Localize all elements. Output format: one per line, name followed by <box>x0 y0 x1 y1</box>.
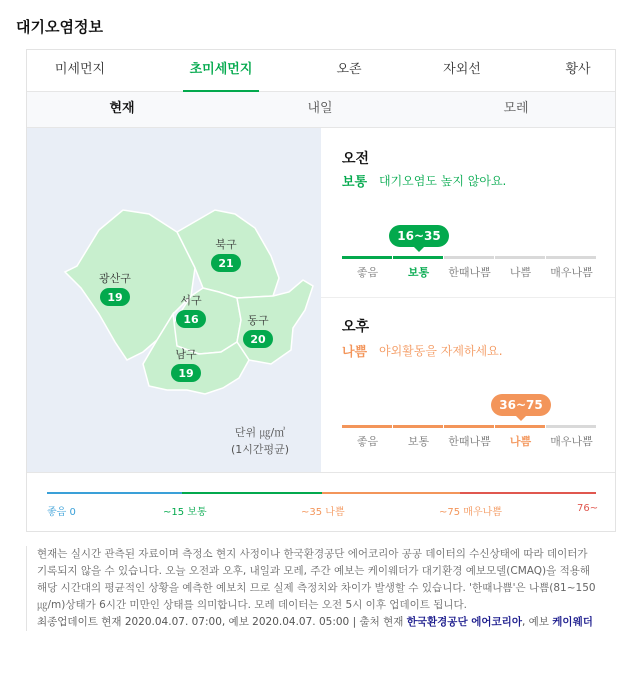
district-value-namgu: 19 <box>178 367 194 380</box>
tab-tomorrow[interactable]: 내일 <box>307 101 333 116</box>
am-range-badge: 16~35 <box>389 225 449 247</box>
district-label-donggu: 동구 <box>247 314 269 327</box>
info-notes <box>26 546 601 631</box>
am-level-good: 좋음 <box>356 266 379 279</box>
am-title: 오전 <box>342 151 370 167</box>
gwangju-map <box>27 128 321 472</box>
am-seg-2 <box>444 256 494 259</box>
legend-bar-very-bad <box>460 492 596 494</box>
am-seg-1 <box>393 256 443 259</box>
pm-level-very-bad: 매우나쁨 <box>550 435 593 448</box>
district-map <box>27 128 321 472</box>
am-range-pointer <box>414 247 424 252</box>
source-mid: , 예보 <box>521 616 549 628</box>
district-value-seogu: 16 <box>183 313 199 326</box>
tab-day-after[interactable]: 모레 <box>503 101 529 116</box>
pm-level-bad: 나쁨 <box>509 435 532 448</box>
district-value-gwangsangu: 19 <box>107 291 123 304</box>
pm-seg-3 <box>495 425 545 428</box>
am-description: 대기오염도 높지 않아요. <box>379 174 507 188</box>
pm-level-scale <box>342 425 597 448</box>
pollutant-tabs <box>27 50 615 92</box>
pm-seg-1 <box>393 425 443 428</box>
am-status: 보통 <box>342 175 368 190</box>
district-label-gwangsangu: 광산구 <box>99 272 131 285</box>
update-time: 최종업데이트 현재 2020.04.07. 07:00, 예보 2020.04.07. 05:00 <box>37 616 350 628</box>
legend-bar-bad <box>322 492 460 494</box>
legend-label-bad: ~35 나쁨 <box>301 507 345 518</box>
air-quality-card <box>26 49 616 532</box>
tab-uv[interactable]: 자외선 <box>443 62 481 77</box>
source-link-kweather[interactable]: 케이웨더 <box>552 616 593 628</box>
unit-text: 단위 ㎍/㎥ <box>234 426 286 439</box>
pm-range-badge: 36~75 <box>491 394 551 416</box>
am-level-bad: 나쁨 <box>509 266 532 279</box>
am-seg-3 <box>495 256 545 259</box>
legend-bar-normal <box>182 492 322 494</box>
concentration-legend <box>27 472 615 532</box>
am-level-very-bad: 매우나쁨 <box>550 266 593 279</box>
source-prefix: 출처 현재 <box>359 616 404 628</box>
pm-level-good: 좋음 <box>356 435 379 448</box>
district-value-bukgu: 21 <box>218 257 234 270</box>
district-label-namgu: 남구 <box>175 348 197 361</box>
pm-seg-2 <box>444 425 494 428</box>
am-level-sometimes-bad: 한때나쁨 <box>448 266 491 279</box>
district-label-bukgu: 북구 <box>215 238 237 251</box>
notes-text: 현재는 실시간 관측된 자료이며 측정소 현지 사정이나 한국환경공단 에어코리아 공공 데이터의 수신상태에 따라 데이터가 기록되지 않을 수 있습니다. 오늘 오전과 오후, 내일과 모레, 주간 예보는 케이웨더가 대기환경 예보모델(CMAQ)을 적용해 해당 시간대의 평균적인 상황을 예측한 예보치 므로 실제 측정치와 차이가 발생할 수 있습니다. '한때나쁨'은 나쁨(81~150㎍/m)상태가 6시간 미만인 상태를 의미합니다. 모레 데이터는 오전 5시 이후 업데이트 됩니다. <box>37 548 596 611</box>
legend-label-good: 좋음 0 <box>47 507 76 518</box>
section-title: 대기오염정보 <box>16 18 103 36</box>
pm-seg-0 <box>342 425 392 428</box>
unit-note: (1시간평균) <box>231 443 290 456</box>
pm-forecast <box>321 298 615 472</box>
pm-title: 오후 <box>342 319 370 335</box>
legend-label-max: 76~ <box>577 503 599 514</box>
am-seg-0 <box>342 256 392 259</box>
am-forecast <box>321 128 615 297</box>
source-link-airkorea[interactable]: 한국환경공단 에어코리아 <box>406 616 522 628</box>
update-info <box>37 614 601 631</box>
district-label-seogu: 서구 <box>180 294 202 307</box>
tab-today[interactable]: 현재 <box>109 101 135 116</box>
tab-yellow-dust[interactable]: 황사 <box>565 62 591 77</box>
legend-label-normal: ~15 보통 <box>163 507 207 518</box>
source-separator: | <box>352 616 360 628</box>
am-seg-4 <box>546 256 596 259</box>
pm-status: 나쁨 <box>342 345 368 360</box>
pm-level-normal: 보통 <box>407 435 430 448</box>
legend-bar-good <box>47 492 182 494</box>
tab-ozone[interactable]: 오존 <box>336 62 362 77</box>
tab-fine-dust[interactable]: 미세먼지 <box>54 62 106 77</box>
am-level-normal: 보통 <box>407 266 430 279</box>
am-level-scale <box>342 256 597 279</box>
day-tabs <box>27 92 615 128</box>
district-value-donggu: 20 <box>250 333 266 346</box>
pm-description: 야외활동을 자제하세요. <box>379 344 503 358</box>
tab-ultrafine-dust[interactable]: 초미세먼지 <box>183 50 259 92</box>
legend-label-very-bad: ~75 매우나쁨 <box>439 507 502 518</box>
pm-seg-4 <box>546 425 596 428</box>
pm-range-pointer <box>516 416 526 421</box>
unit-label <box>231 424 289 458</box>
pm-level-sometimes-bad: 한때나쁨 <box>448 435 491 448</box>
